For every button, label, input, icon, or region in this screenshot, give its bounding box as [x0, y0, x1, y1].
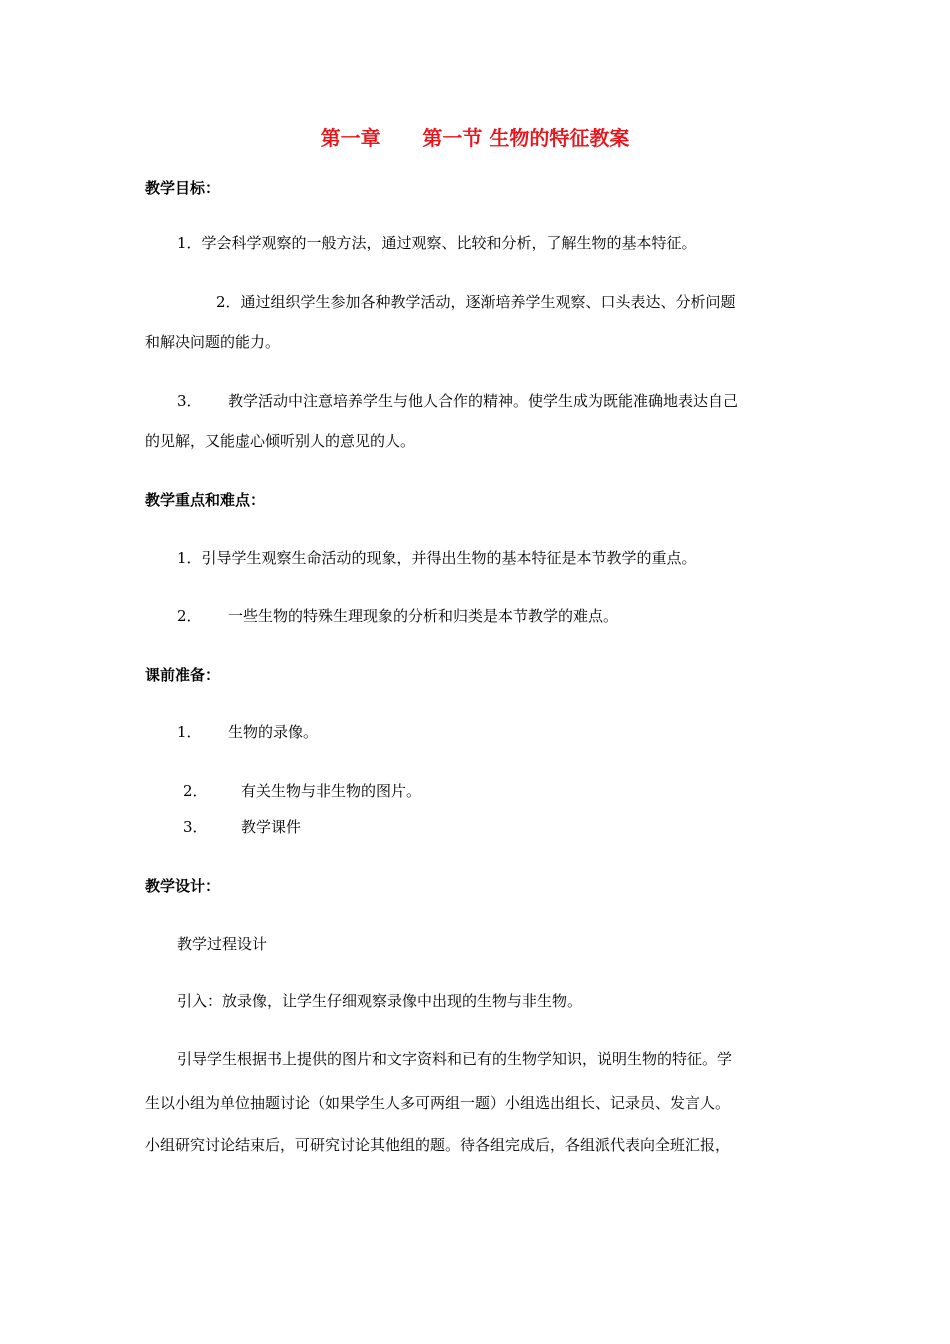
item-number: 1． [177, 549, 202, 567]
item-text: 教学活动中注意培养学生与他人合作的精神。使学生成为既能准确地表达自己 [228, 392, 739, 410]
objective-item-2-continuation: 和解决问题的能力。 [145, 333, 281, 351]
preparation-item-1 [177, 722, 318, 742]
objective-item-3-continuation: 的见解，又能虚心倾听别人的意见的人。 [145, 432, 416, 450]
design-paragraph-line-1: 引导学生根据书上提供的图片和文字资料和已有的生物学知识，说明生物的特征。学 [177, 1050, 733, 1068]
item-number: 3． [177, 392, 202, 410]
design-paragraph-line-2: 生以小组为单位抽题讨论（如果学生人多可两组一题）小组选出组长、记录员、发言人。 [145, 1094, 731, 1112]
item-text: 通过组织学生参加各种教学活动，逐渐培养学生观察、口头表达、分析问题 [240, 293, 736, 311]
section-heading-design: 教学设计： [145, 877, 221, 895]
document-title: 第一章 第一节 生物的特征教案 [320, 126, 630, 150]
item-number: 2． [216, 293, 241, 311]
item-number: 1． [177, 234, 202, 252]
section-heading-preparation: 课前准备： [145, 666, 221, 684]
design-paragraph-line-3: 小组研究讨论结束后，可研究讨论其他组的题。待各组完成后，各组派代表向全班汇报， [145, 1136, 731, 1154]
objective-item-2 [216, 292, 736, 312]
preparation-item-2 [183, 781, 421, 801]
item-text: 引导学生观察生命活动的现象，并得出生物的基本特征是本节教学的重点。 [201, 549, 697, 567]
item-number: 3． [183, 818, 208, 836]
objective-item-3 [177, 391, 738, 411]
key-point-item-1 [177, 548, 697, 568]
item-text: 教学课件 [241, 818, 302, 836]
item-number: 2． [177, 607, 202, 625]
item-text: 生物的录像。 [228, 723, 319, 741]
item-text: 一些生物的特殊生理现象的分析和归类是本节教学的难点。 [228, 607, 619, 625]
item-number: 2． [183, 782, 208, 800]
preparation-item-3 [183, 817, 301, 837]
item-text: 学会科学观察的一般方法，通过观察、比较和分析，了解生物的基本特征。 [201, 234, 697, 252]
key-point-item-2 [177, 606, 618, 626]
section-heading-objectives: 教学目标： [145, 179, 221, 197]
objective-item-1 [177, 233, 697, 253]
design-intro: 引入：放录像，让学生仔细观察录像中出现的生物与非生物。 [177, 992, 583, 1010]
item-number: 1． [177, 723, 202, 741]
section-heading-key-points: 教学重点和难点： [145, 491, 266, 509]
design-subheading: 教学过程设计 [177, 935, 268, 953]
item-text: 有关生物与非生物的图片。 [241, 782, 422, 800]
